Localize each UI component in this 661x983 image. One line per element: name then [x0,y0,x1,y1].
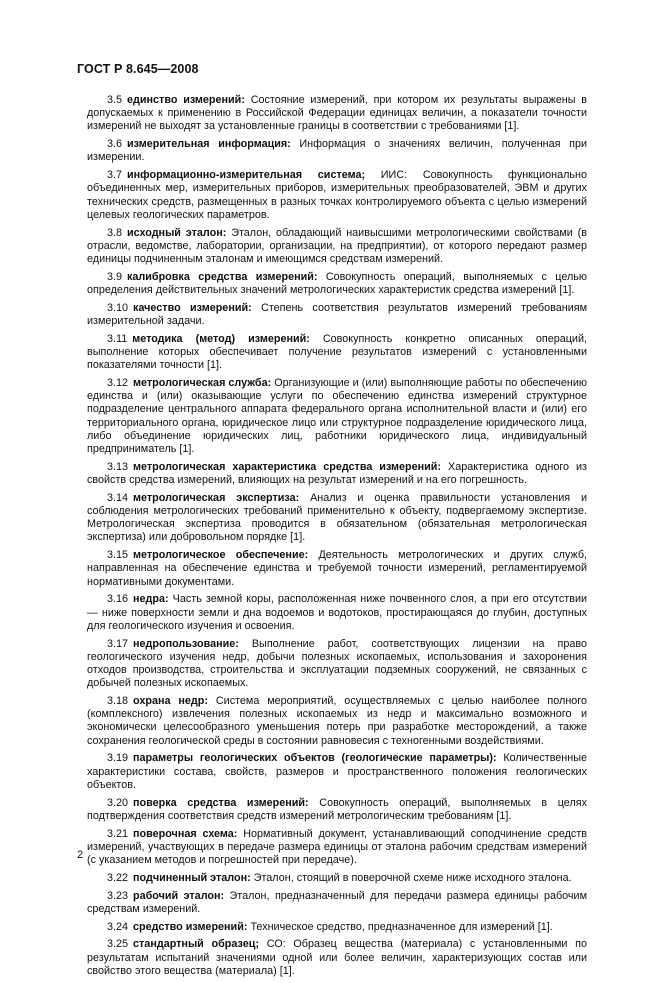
term-name: рабочий эталон: [133,889,225,902]
term-definition: Количественные характеристики состава, свойств, размеров и пространственного положения геологических объектов. [87,752,587,791]
term-number: 3.7 [107,169,123,182]
term-name: поверочная схема: [133,827,238,840]
term-name: средство измерений: [133,920,248,933]
term-number: 3.16 [107,593,129,606]
term-entry [87,461,587,487]
term-definition: Информация о значениях величин, полученная при измерении. [87,138,588,164]
term-entry [87,138,587,164]
term-name: метрологическая служба: [133,377,272,390]
term-number: 3.10 [107,301,129,314]
term-definition: Техническое средство, предназначенное для измерений [1]. [250,920,553,933]
term-definition: Характеристика одного из свойств средства измерений, влияющих на результат измерений и на его погрешность. [87,460,587,487]
page-number: 2 [77,849,84,861]
term-name: метрологическое обеспечение: [133,549,309,562]
term-entry [87,828,587,868]
term-entry [87,938,587,978]
term-name: калибровка средства измерений: [127,270,318,283]
term-number: 3.14 [107,491,129,504]
term-definition: Степень соответствия результатов измерений требованиям измерительной задачи. [87,301,588,328]
term-number: 3.25 [107,938,129,951]
term-number: 3.8 [107,226,123,239]
term-number: 3.9 [107,270,123,283]
term-definition: Совокупность операций, выполняемых в целях подтверждения соответствия средств измерений метрологическим требованиям [1]. [87,796,588,822]
term-entry [87,797,587,823]
term-name: информационно-измерительная система; [127,169,366,182]
document-header: ГОСТ Р 8.645—2008 [77,62,199,76]
term-definition: Состояние измерений, при котором их результаты выражены в допускаемых к применению в Российской Федерации единицах величин, а показатели точности измерений не выходят за установленные границы в соответствии с требованиями [1]. [87,94,587,133]
term-entry [87,549,587,589]
term-entry [87,227,587,267]
term-entry [87,271,587,297]
term-definition: Анализ и оценка правильности установления и соблюдения метрологических требований применительно к объекту, подвергаемому экспертизе. Метрологическая экспертиза проводится в обязательном (обязательная метрологическая экспертиза) или добровольном порядке [1]. [87,491,587,544]
term-number: 3.6 [107,138,123,151]
term-name: метрологическая характеристика средства измерений: [133,460,442,473]
term-definition: Эталон, обладающий наивысшими метрологическими свойствами (в отрасли, ведомстве, лаборатории, организации, на предприятии), от которого передают размер единицы подчиненным эталонам и имеющимся средствам измерений. [87,226,588,266]
term-number: 3.24 [107,920,129,933]
term-number: 3.17 [107,637,129,650]
term-number: 3.23 [107,889,129,902]
term-definition: Часть земной коры, расположенная ниже почвенного слоя, а при его отсутствии — ниже поверхности земли и дна водоемов и водотоков, простирающаяся до глубин, доступных для геологического изучения и освоения. [87,593,588,632]
term-entry [87,377,587,456]
term-entry [87,872,587,885]
term-definition: Система мероприятий, осуществляемых с целью наиболее полного (комплексного) извлечения полезных ископаемых из недр и максимально возможного и экономически целесообразного уменьшения потерь при разработке месторождений, а также сохранения геологической среды в состоянии равновесия с техногенными воздействиями. [87,695,588,747]
term-name: поверка средства измерений: [133,796,309,809]
term-definition: Эталон, стоящий в поверочной схеме ниже исходного эталона. [253,871,572,884]
term-definition: Эталон, предназначенный для передачи размера единицы рабочим средствам измерений. [87,889,587,915]
term-definition: Совокупность конкретно описанных операций, выполнение которых обеспечивает получение результатов измерений с установленными показателями точности [1]. [87,332,587,372]
term-entry [87,94,587,134]
term-number: 3.18 [107,695,129,708]
term-name: измерительная информация: [127,138,291,151]
term-number: 3.13 [107,460,129,473]
term-name: подчиненный эталон: [133,871,251,884]
term-definition: Нормативный документ, устанавливающий соподчинение средств измерений, участвующих в передаче размера единицы от эталона рабочим средствам измерений (с указанием методов и погрешностей при передаче). [87,827,588,867]
term-definition: Организующие и (или) выполняющие работы по обеспечению единства и (или) оказывающие услуги по обеспечению единства измерений структурное подразделение центрального аппарата федерального органа исполнительной власти и (или) его территориального органа, юридическое лицо или структурное подразделение юридического лица, либо объединение юридических лиц, работники юридического лица, индивидуальный предприниматель [1]. [87,377,587,456]
terms-list [87,94,587,983]
term-number: 3.11 [107,332,128,345]
term-entry [87,638,587,691]
term-entry [87,695,587,748]
term-name: единство измерений: [127,94,245,106]
term-definition: СО: Образец вещества (материала) с установленными по результатам испытаний значениями одной или более величин, характеризующих состав или свойство этого вещества (материала) [1]. [87,938,587,977]
term-number: 3.15 [107,549,129,562]
term-name: исходный эталон: [127,226,227,239]
term-entry [87,333,587,373]
term-entry [87,890,587,916]
term-definition: Деятельность метрологических и других служб, направленная на обеспечение единства и требуемой точности измерений, регламентируемой нормативными документами. [87,549,587,588]
term-name: параметры геологических объектов (геологические параметры): [133,752,497,765]
term-definition: ИИС: Совокупность функционально объединенных мер, измерительных приборов, измерительных преобразователей, ЭВМ и других технических средств, размещенных в разных точках контролируемого объекта с целью измерений целевых геологических параметров. [87,169,587,221]
term-number: 3.12 [107,377,129,390]
term-entry [87,752,587,792]
term-name: метрологическая экспертиза: [133,491,300,504]
term-name: недропользование: [133,637,239,650]
term-entry [87,921,587,934]
term-number: 3.5 [107,94,123,106]
term-name: качество измерений: [133,301,252,314]
term-entry [87,169,587,222]
term-number: 3.20 [107,796,129,809]
term-number: 3.22 [107,871,129,884]
term-definition: Совокупность операций, выполняемых с целью определения действительных значений метрологических характеристик средства измерений [1]. [87,270,587,297]
term-number: 3.19 [107,752,129,765]
term-name: охрана недр: [133,695,208,708]
term-name: недра: [133,593,169,606]
term-entry [87,492,587,545]
term-name: стандартный образец; [133,938,259,951]
term-number: 3.21 [107,827,129,840]
term-entry [87,302,587,328]
term-entry [87,593,587,633]
term-name: методика (метод) измерений: [132,332,310,345]
term-definition: Выполнение работ, соответствующих лицензии на право геологического изучения недр, добычи полезных ископаемых, использования и захоронения отходов производства, строительства и эксплуатации подземных сооружений, не связанных с добычей полезных ископаемых. [87,637,588,690]
